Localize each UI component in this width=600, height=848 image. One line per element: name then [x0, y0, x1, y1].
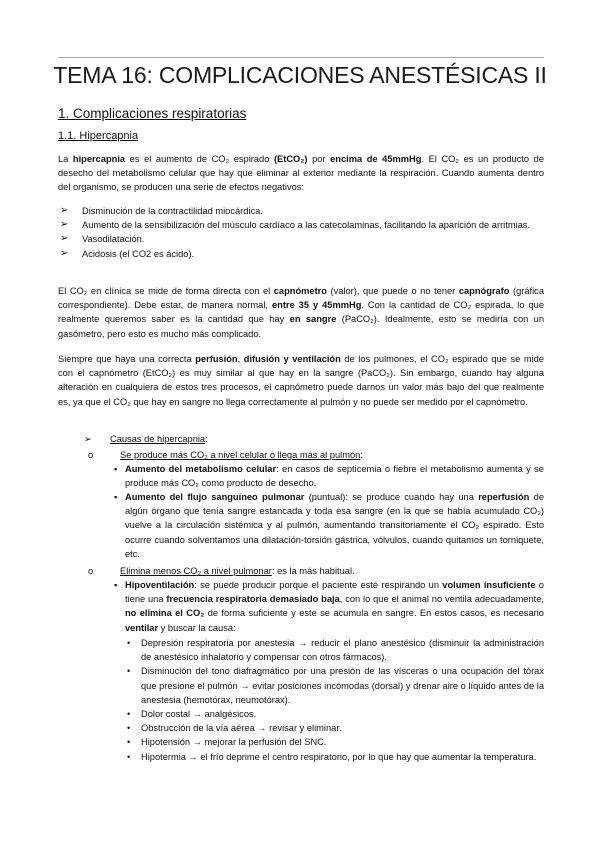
dot-bullet-icon: •	[127, 666, 131, 677]
page-title: TEMA 16: COMPLICACIONES ANESTÉSICAS II	[53, 62, 547, 88]
list-item: ➢ Acidosis (el CO2 es ácido).	[58, 247, 544, 261]
arrow-bullet-icon: ➢	[60, 247, 69, 259]
hypoventilation-causes-list	[125, 636, 544, 764]
intro-paragraph: La hipercapnia es el aumento de CO₂ espirado (EtCO₂) por encima de 45mmHg. El CO₂ es un producto de desecho del metabolismo celular que hay que eliminar al exterior mediante la respiración. Cuando aumenta dentro del organismo, se producen una serie de efectos negativos:	[58, 154, 544, 193]
dot-bullet-icon: •	[127, 723, 131, 734]
circle-bullet-icon: o	[88, 450, 94, 460]
arrow-bullet-icon: ➢	[60, 219, 69, 231]
list-item: • Obstrucción de la vía aérea → revisar y eliminar.	[125, 721, 544, 735]
arrow-bullet-icon: ➢	[84, 434, 92, 444]
square-bullet-icon: ▪	[114, 464, 118, 474]
dot-bullet-icon: •	[127, 737, 131, 748]
causes-heading: ➢ Causas de hipercapnia:	[84, 432, 544, 446]
list-item: ➢ Disminución de la contractilidad miocárdica.	[58, 204, 544, 218]
cause-1-item-2: ▪ Aumento del flujo sanguíneo pulmonar (puntual): se produce cuando hay una reperfusión de algún órgano que tenía sangre estancada y toda esa sangre (en la que se había acumulado CO₂) vuelve a la circulación sistémica y al pulmón, aumentando transitoriamente el CO₂ espirado. Esto ocurre cuando solventamos una dilatación-torsión gástrica, vólvulos, cuando quitamos un torniquete, etc.	[114, 492, 544, 559]
square-bullet-icon: ▪	[114, 580, 118, 590]
hypoventilation-item: ▪ Hipoventilación: se puede producir porque el paciente esté respirando un volumen insuficiente o tiene una frecuencia respiratoria demasiado baja, con lo que el animal no ventila adecuadamente, no elimina el CO₂ de forma suficiente y este se acumula en sangre. En estos casos, es necesario ventilar y buscar la causa:	[114, 580, 544, 633]
section-heading: 1. Complicaciones respiratorias	[58, 106, 247, 121]
capnometer-paragraph: El CO₂ en clínica se mide de forma directa con el capnómetro (valor), que puede o no tener capnógrafo (gráfica correspondiente). Debe estar, de manera normal, entre 35 y 45mmHg. Con la cantidad de CO₂ espirada, lo que realmente queremos saber es la cantidad que hay en sangre (PaCO₂). Idealmente, esto se mediría con un gasómetro, pero esto es mucho más complicado.	[58, 286, 545, 339]
dot-bullet-icon: •	[127, 709, 131, 720]
list-item: ➢ Aumento de la sensibilización del músculo cardíaco a las catecolaminas, facilitando la aparición de arritmias.	[58, 218, 544, 232]
arrow-bullet-icon: ➢	[60, 233, 69, 245]
dot-bullet-icon: •	[127, 751, 131, 762]
list-item: • Disminución del tono diafragmático por una presión de las vísceras o una ocupación del tórax que presione el pulmón → evitar posiciones incómodas (dorsal) y drenar aire o líquido antes de la anestesia (hemotórax, neumotórax).	[127, 666, 544, 705]
cause-1-item-1: ▪ Aumento del metabolismo celular: en casos de septicemia o fiebre el metabolismo aumenta y se produce más CO₂ como producto de desecho.	[114, 464, 544, 489]
list-item: • Hipotensión → mejorar la perfusión del SNC.	[125, 735, 544, 749]
header-rule	[58, 57, 544, 58]
perfusion-paragraph: Siempre que haya una correcta perfusión, difusión y ventilación de los pulmones, el CO₂ espirado que se mide con el capnómetro (EtCO₂) es muy similar al que hay en la sangre (PaCO₂). Sin embargo, cuando hay alguna alteración en cualquiera de estos tres procesos, el capnómetro puede darnos un valor más bajo del que realmente es, ya que el CO₂ que hay en sangre no llega correctamente al pulmón y no puede ser medido por el capnómetro.	[58, 354, 544, 407]
arrow-bullet-icon: ➢	[60, 205, 69, 216]
cause-2-label: o Elimina menos CO₂ a nivel pulmonar: es la más habitual.	[84, 564, 544, 578]
list-item: • Depresión respiratoria por anestesia → reducir el plano anestésico (disminuir la administración de anestésico inhalatorio y compensar con otros fármacos).	[127, 638, 544, 663]
cause-1-label: o Se produce más CO₂ a nivel celular o llega más al pulmón:	[84, 448, 544, 462]
list-item: ➢ Vasodilatación.	[58, 232, 544, 246]
list-item: • Hipotermia → el frío deprime el centro respiratorio, por lo que hay que aumentar la temperatura.	[125, 750, 544, 764]
list-item: • Dolor costal → analgésicos.	[125, 707, 544, 721]
dot-bullet-icon: •	[127, 638, 131, 648]
subsection-heading: 1.1. Hipercapnia	[58, 130, 139, 142]
effects-list	[58, 204, 544, 261]
circle-bullet-icon: o	[88, 566, 94, 576]
square-bullet-icon: ▪	[114, 492, 118, 502]
